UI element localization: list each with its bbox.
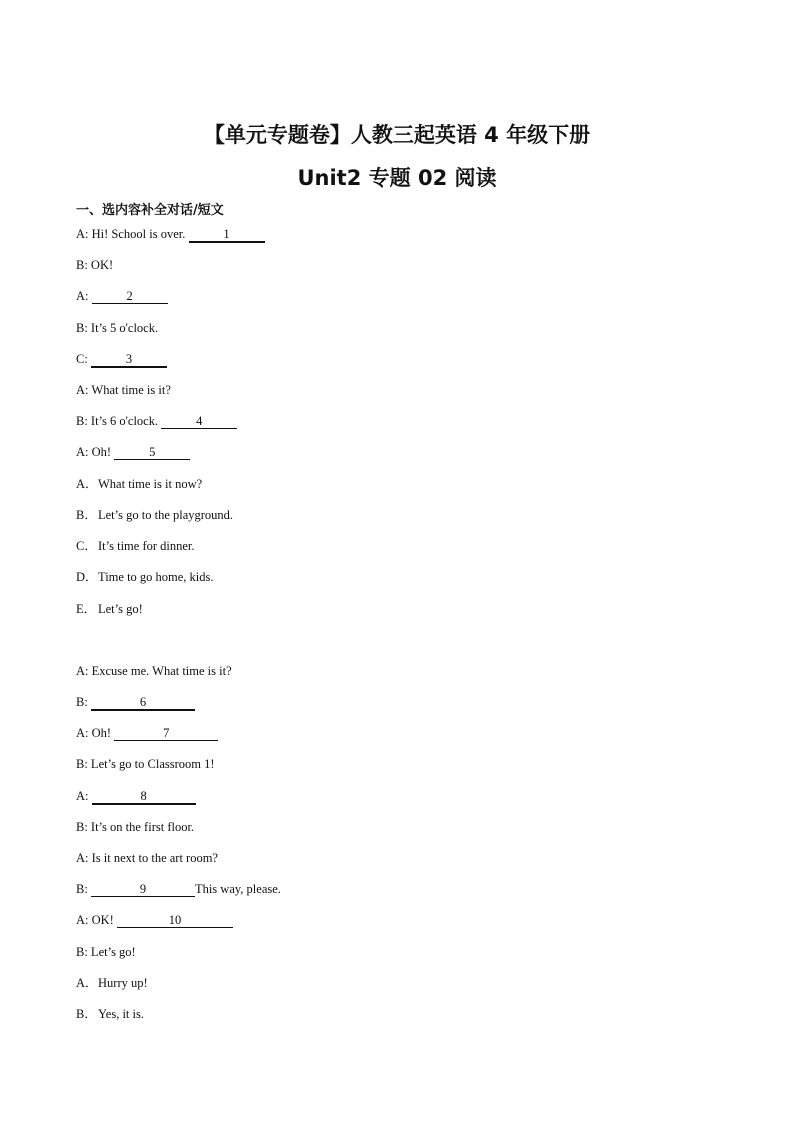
answer-blank: 2 — [92, 289, 168, 304]
line-text: B: OK! — [76, 258, 114, 272]
option-text: Hurry up! — [98, 976, 148, 990]
option-text: Let’s go to the playground. — [98, 508, 234, 522]
line-text: A: — [76, 289, 92, 303]
dialog-line — [76, 382, 171, 398]
dialog-line — [76, 257, 113, 273]
dialog-line — [76, 725, 218, 741]
dialog-line — [76, 413, 237, 429]
option-text: Time to go home, kids. — [98, 570, 214, 584]
line-text: B: It’s 6 o'clock. — [76, 414, 162, 428]
dialog-line — [76, 881, 281, 897]
option-item — [76, 1006, 144, 1022]
dialog-line — [76, 663, 232, 679]
option-text: What time is it now? — [98, 477, 203, 491]
option-item — [76, 975, 148, 991]
dialog-line — [76, 850, 218, 866]
option-text: It’s time for dinner. — [98, 539, 195, 553]
line-text: A: — [76, 789, 92, 803]
option-text: Let’s go! — [98, 602, 143, 616]
line-text: B: — [76, 695, 91, 709]
line-text: B: It’s 5 o'clock. — [76, 321, 159, 335]
line-text: This way, please. — [194, 882, 281, 896]
line-text: B: It’s on the first floor. — [76, 820, 195, 834]
dialog-line — [76, 912, 233, 928]
line-text: A: Excuse me. What time is it? — [76, 664, 232, 678]
line-text: A: What time is it? — [76, 383, 171, 397]
option-letter: A． — [76, 477, 98, 491]
line-text: C: — [76, 352, 91, 366]
page-title: 【单元专题卷】人教三起英语 4 年级下册 — [203, 123, 591, 147]
option-item — [76, 476, 202, 492]
option-letter: C． — [76, 539, 97, 553]
line-text: B: — [76, 882, 91, 896]
line-text: A: Oh! — [76, 726, 115, 740]
line-text: B: Let’s go! — [76, 945, 136, 959]
dialog-line — [76, 320, 158, 336]
answer-blank: 1 — [189, 227, 265, 243]
line-text: A: Hi! School is over. — [76, 227, 189, 241]
option-text: Yes, it is. — [98, 1007, 144, 1021]
dialog-line — [76, 694, 195, 711]
option-letter: B． — [76, 1007, 97, 1021]
dialog-line — [76, 444, 190, 460]
answer-blank: 8 — [92, 789, 196, 805]
dialog-line — [76, 756, 215, 772]
option-letter: E． — [76, 602, 97, 616]
option-item — [76, 569, 214, 585]
line-text: A: Is it next to the art room? — [76, 851, 218, 865]
answer-blank: 10 — [117, 913, 233, 928]
option-letter: D． — [76, 570, 98, 584]
option-item — [76, 507, 233, 523]
line-text: A: Oh! — [76, 445, 115, 459]
option-letter: A． — [76, 976, 98, 990]
option-letter: B． — [76, 508, 97, 522]
dialog-line — [76, 819, 194, 835]
dialog-line — [76, 788, 196, 805]
answer-blank: 3 — [91, 352, 167, 368]
dialog-line — [76, 226, 265, 243]
section-heading: 一、选内容补全对话/短文 — [76, 203, 224, 218]
dialog-line — [76, 288, 168, 304]
dialog-line — [76, 351, 167, 368]
line-text: B: Let’s go to Classroom 1! — [76, 757, 215, 771]
page-subtitle: Unit2 专题 02 阅读 — [297, 166, 497, 190]
option-item — [76, 601, 143, 617]
dialog-line — [76, 944, 136, 960]
answer-blank: 7 — [114, 726, 218, 741]
answer-blank: 6 — [91, 695, 195, 711]
answer-blank: 9 — [91, 882, 195, 897]
answer-blank: 4 — [161, 414, 237, 429]
line-text: A: OK! — [76, 913, 117, 927]
answer-blank: 5 — [114, 445, 190, 460]
option-item — [76, 538, 195, 554]
